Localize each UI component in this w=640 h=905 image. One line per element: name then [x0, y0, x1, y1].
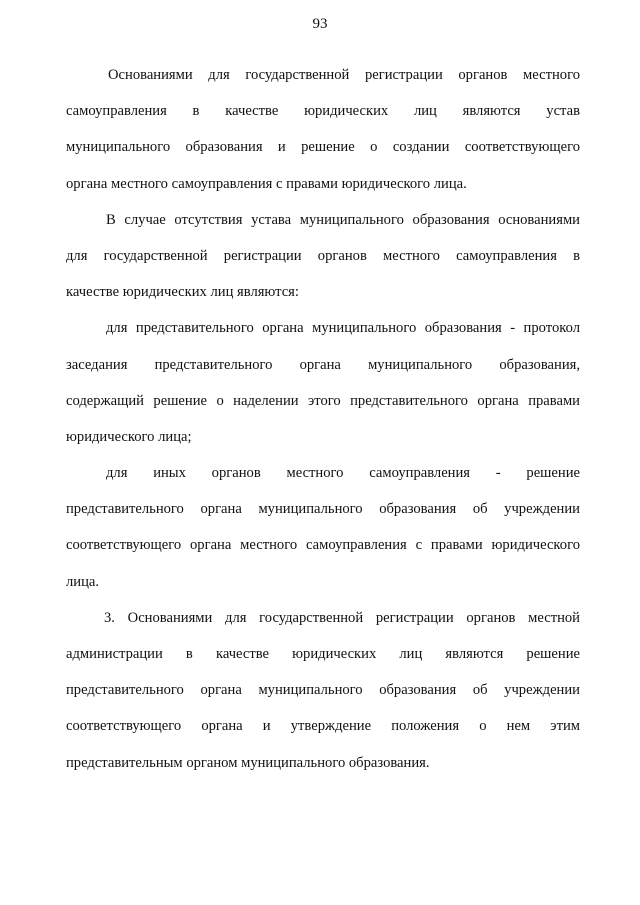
paragraph-line: лица. — [66, 573, 100, 590]
paragraph-line: соответствующего органа и утверждение положения о нем этим — [66, 718, 580, 735]
paragraph-line: заседания представительного органа муниципального образования, — [66, 356, 580, 373]
paragraph-other-bodies — [66, 460, 580, 605]
paragraph-line: для иных органов местного самоуправления - решение — [106, 465, 580, 482]
paragraph-line: соответствующего органа местного самоуправления с правами юридического — [66, 537, 580, 554]
paragraph-line: представительного органа муниципального образования об учреждении — [66, 682, 580, 699]
paragraph-line: самоуправления в качестве юридических лиц являются устав — [66, 103, 580, 120]
paragraph-line: для государственной регистрации органов местного самоуправления в — [66, 247, 580, 264]
paragraph-line: представительным органом муниципального образования. — [66, 754, 430, 771]
paragraph-line: муниципального образования и решение о создании соответствующего — [66, 139, 580, 156]
paragraph-line: содержащий решение о наделении этого представительного органа правами — [66, 392, 580, 409]
document-body — [66, 62, 580, 786]
paragraph-line: В случае отсутствия устава муниципального образования основаниями — [106, 211, 580, 228]
paragraph-line: администрации в качестве юридических лиц являются решение — [66, 646, 580, 662]
paragraph-line: юридического лица; — [66, 428, 192, 445]
paragraph-local-administration — [66, 605, 580, 786]
page-number: 93 — [312, 16, 328, 32]
paragraph-absent-charter — [66, 207, 580, 316]
paragraph-line: качестве юридических лиц являются: — [66, 284, 299, 301]
paragraph-line: для представительного органа муниципального образования - протокол — [106, 320, 580, 337]
paragraph-line: представительного органа муниципального образования об учреждении — [66, 501, 580, 518]
paragraph-representative-body — [66, 315, 580, 460]
paragraph-line: 3. Основаниями для государственной регистрации органов местной — [104, 609, 580, 626]
paragraph-line: органа местного самоуправления с правами юридического лица. — [66, 175, 467, 192]
paragraph-registration-grounds — [66, 62, 580, 207]
paragraph-line: Основаниями для государственной регистрации органов местного — [108, 67, 580, 83]
